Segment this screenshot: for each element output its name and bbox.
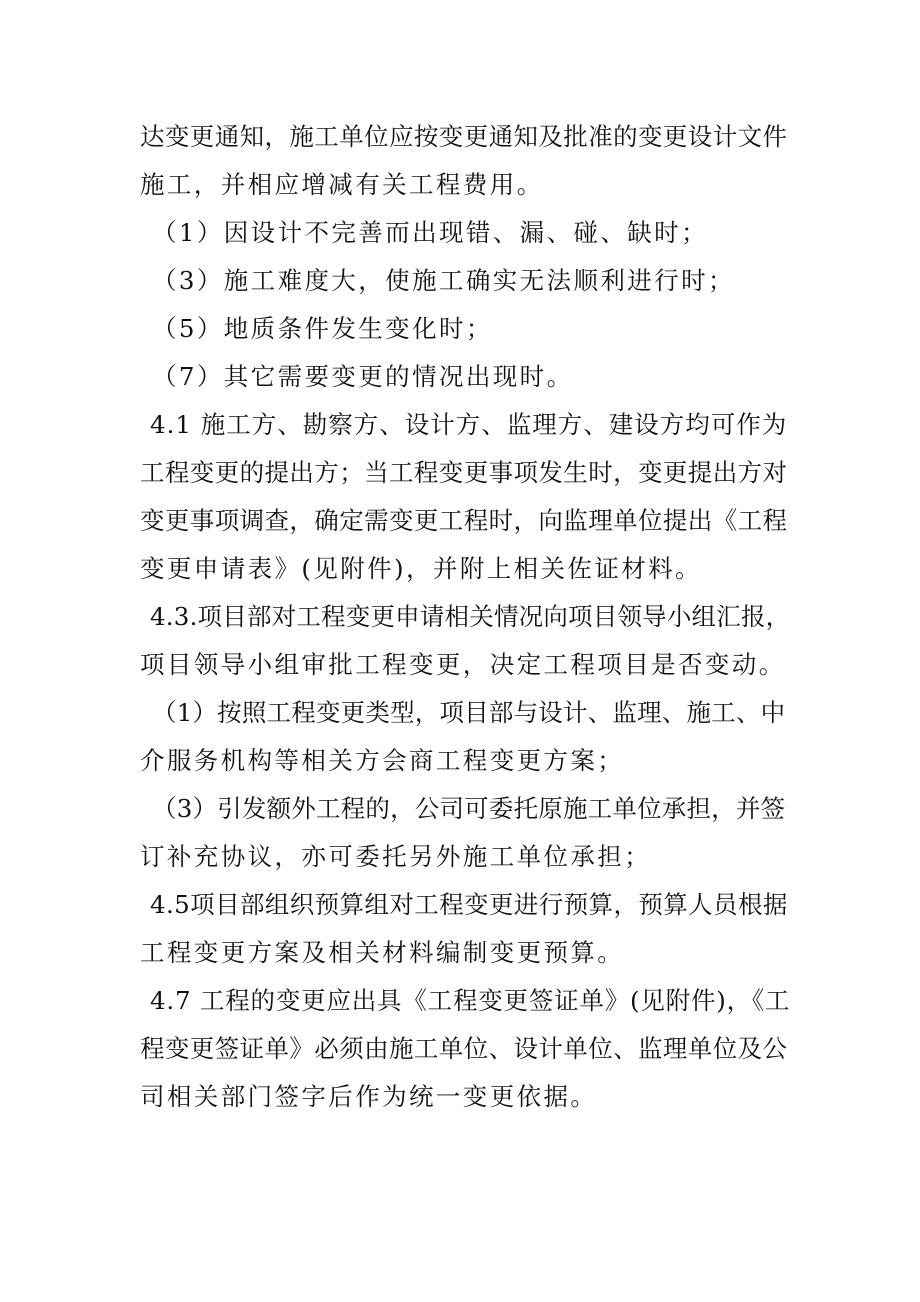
text-line-1: 达变更通知，施工单位应按变更通知及批准的变更设计文件	[140, 122, 788, 151]
list-item-3: （3）施工难度大，使施工确实无法顺利进行时；	[152, 266, 735, 295]
list-item-7: （7）其它需要变更的情况出现时。	[152, 362, 574, 391]
section-4-5-line-2: 工程变更方案及相关材料编制变更预算。	[140, 938, 625, 967]
sub-item-3-line-2: 订补充协议，亦可委托另外施工单位承担；	[140, 842, 652, 871]
section-4-3-line-2: 项目领导小组审批工程变更，决定工程项目是否变动。	[140, 650, 786, 679]
list-item-5: （5）地质条件发生变化时；	[152, 314, 493, 343]
section-4-7-line-1: 4.7 工程的变更应出具《工程变更签证单》(见附件)，《工	[150, 986, 791, 1015]
section-4-1-line-3: 变更事项调查，确定需变更工程时，向监理单位提出《工程	[140, 506, 788, 535]
list-item-1: （1）因设计不完善而出现错、漏、碰、缺时；	[152, 218, 708, 247]
section-4-5-line-1: 4.5项目部组织预算组对工程变更进行预算，预算人员根据	[150, 890, 788, 919]
section-4-7-line-3: 司相关部门签字后作为统一变更依据。	[140, 1082, 598, 1111]
sub-item-3-line-1: （3）引发额外工程的，公司可委托原施工单位承担，并签	[152, 794, 786, 823]
section-4-7-line-2: 程变更签证单》必须由施工单位、设计单位、监理单位及公	[140, 1034, 788, 1063]
sub-item-1-line-1: （1）按照工程变更类型，项目部与设计、监理、施工、中	[152, 698, 786, 727]
section-4-1-line-1: 4.1 施工方、勘察方、设计方、监理方、建设方均可作为	[150, 410, 788, 439]
text-line-2: 施工，并相应增减有关工程费用。	[140, 170, 544, 199]
sub-item-1-line-2: 介服务机构等相关方会商工程变更方案；	[140, 746, 625, 775]
section-4-3-line-1: 4.3.项目部对工程变更申请相关情况向项目领导小组汇报，	[150, 602, 791, 631]
section-4-1-line-2: 工程变更的提出方；当工程变更事项发生时，变更提出方对	[140, 458, 788, 487]
section-4-1-line-4: 变更申请表》(见附件)，并附上相关佐证材料。	[140, 554, 702, 583]
